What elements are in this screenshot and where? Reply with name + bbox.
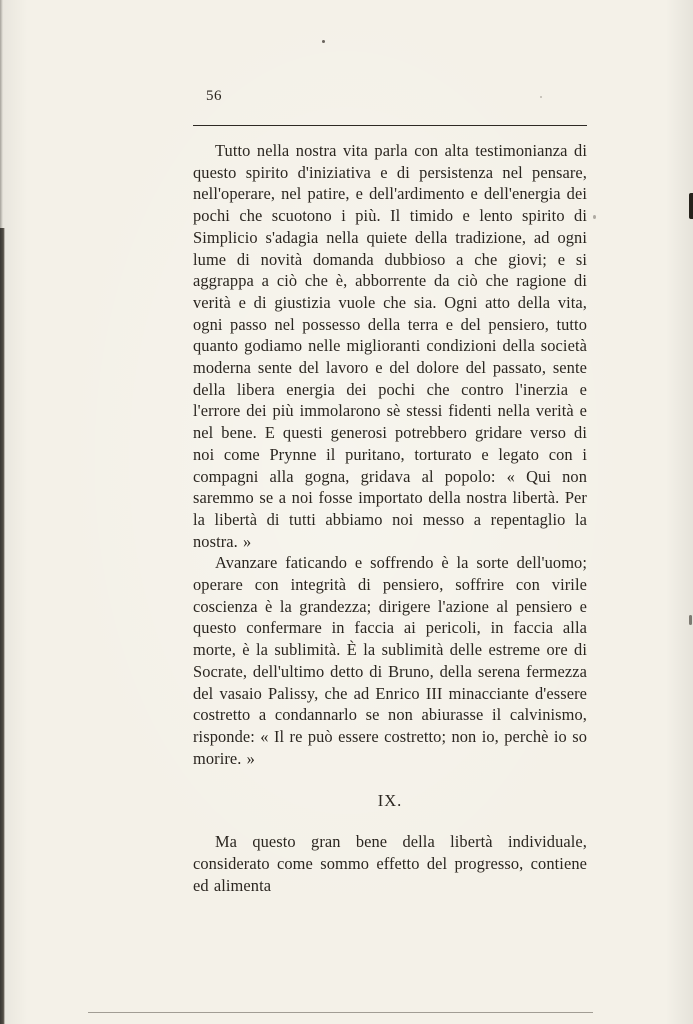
scan-artifact-left-edge-top (0, 0, 3, 228)
header-rule (193, 125, 587, 126)
scan-artifact-left-edge (0, 228, 5, 1024)
body-text (193, 140, 587, 897)
scan-speck (322, 40, 325, 43)
scan-artifact-right-edge-small (689, 615, 692, 625)
paragraph-2: Avanzare faticando e soffrendo è la sorte dell'uomo; operare con integrità di pensiero, soffrire con virile coscienza è la grandezza; dirigere l'azione al pensiero e questo confermare in faccia ai pericoli, in faccia alla morte, è la sublimità. È la sublimità delle estreme ore di Socrate, dell'ultimo detto di Bruno, della serena fermezza del vasaio Palissy, che ad Enrico III minacciante d'essere costretto a condannarlo se non abiurasse il calvinismo, risponde: « Il re può essere costretto; non io, perchè io so morire. » (193, 553, 587, 768)
paragraph-3: Ma questo gran bene della libertà individuale, considerato come sommo effetto del progresso, contiene ed alimenta (193, 832, 587, 895)
text-block (193, 88, 587, 897)
page-number: 56 (206, 88, 222, 104)
scan-speck (593, 215, 596, 219)
paragraph-1: Tutto nella nostra vita parla con alta testimonianza di questo spirito d'iniziativa e di persistenza nel pensare, nell'operare, nel patire, e dell'ardimento e dell'energia dei pochi che scuotono i più. Il timido e lento spirito di Simplicio s'adagia nella quiete della tradizione, ad ogni lume di novità domanda dubbioso a che giovi; e si aggrappa a ciò che è, abborrente da ciò che ragione di verità e di giustizia vuole che sia. Ogni atto della vita, ogni passo nel possesso della terra e del pensiero, tutto quanto godiamo nelle miglioranti condizioni della società moderna sente del lavoro e del dolore del passato, sente della libera energia dei pochi che contro l'inerzia e l'errore dei più immolarono sè stessi fidenti nella verità e nel bene. E questi generosi potrebbero gridare verso di noi come Prynne il puritano, torturato e legato con i compagni alla gogna, gridava al popolo: « Qui non saremmo se a noi fosse importato della nostra libertà. Per la libertà di tutti abbiamo noi messo a repentaglio la nostra. » (193, 141, 587, 551)
scan-artifact-bottom-line (88, 1012, 593, 1013)
scan-speck (540, 96, 542, 98)
section-heading: IX. (377, 791, 403, 811)
scan-artifact-right-edge (689, 193, 693, 219)
